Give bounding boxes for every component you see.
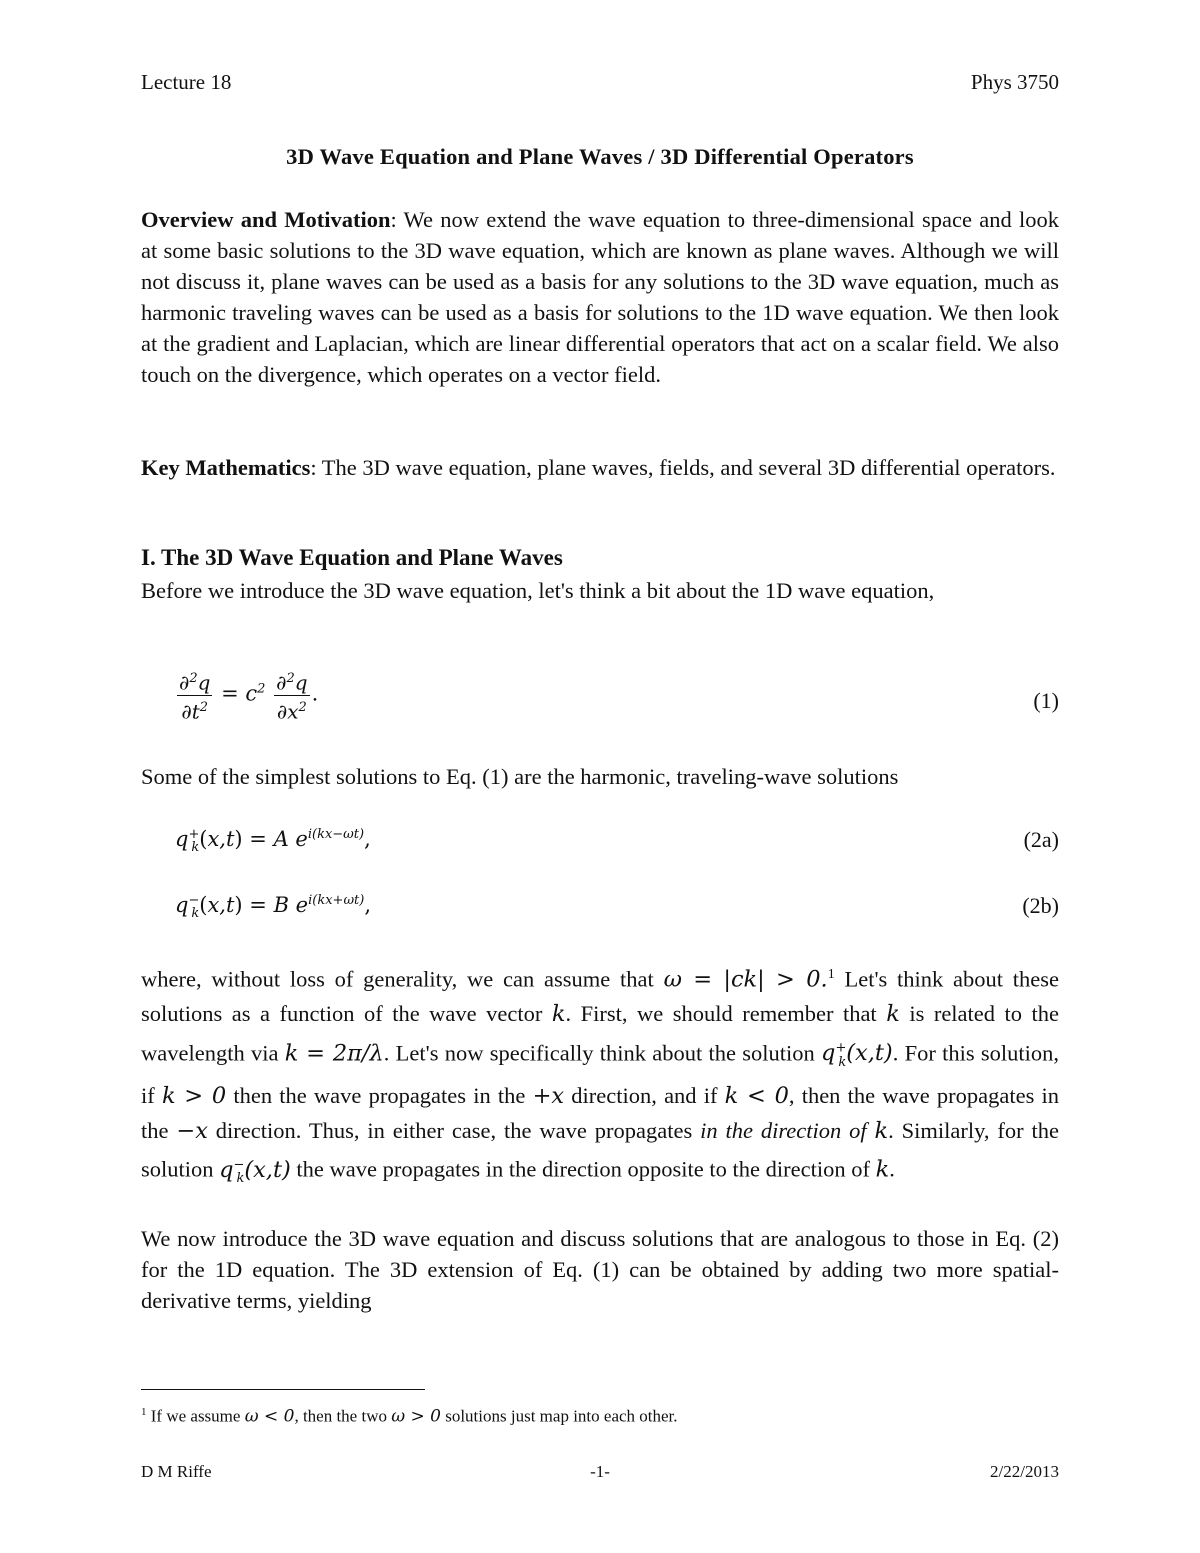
footnote: $^1$ If we assume ω < 0, then the two ω > 0 solutions just map into each other. xyxy=(141,1406,678,1427)
footnote-rule xyxy=(141,1389,425,1390)
footer-author: D M Riffe xyxy=(141,1462,212,1481)
overview-label: Overview and Motivation xyxy=(141,207,391,232)
equation-1-number: (1) xyxy=(1033,688,1059,713)
equation-2a xyxy=(141,827,1059,857)
after-eq1-text: Some of the simplest solutions to Eq. (1) are the harmonic, traveling-wave solutions xyxy=(141,764,899,789)
3d-intro-paragraph: We now introduce the 3D wave equation and discuss solutions that are analogous to those in Eq. (2) for the 1D equation. The 3D extension of Eq. (1) can be obtained by adding two more spatial-derivative terms, yielding xyxy=(141,1226,1059,1313)
equation-1 xyxy=(141,668,1059,728)
equation-2b-number: (2b) xyxy=(1022,893,1059,918)
page-title: 3D Wave Equation and Plane Waves / 3D Differential Operators xyxy=(286,144,914,169)
key-math-label: Key Mathematics xyxy=(141,455,311,480)
section-intro: Before we introduce the 3D wave equation, let's think a bit about the 1D wave equation, xyxy=(141,578,935,603)
header-course: Phys 3750 xyxy=(970,70,1059,94)
equation-2b-body: $q^-_k(x,t) = B$ $e^{i(kx+\omega t)}$, xyxy=(175,893,372,922)
equation-1-body: $\frac{\partial^2q}{\partial t^2}$ = $c^2$ $\frac{\partial^2q}{\partial x^2}$ . xyxy=(175,668,318,722)
footer-date: 2/22/2013 xyxy=(990,1462,1059,1481)
equation-2b xyxy=(141,893,1059,923)
header-lecture: Lecture 18 xyxy=(141,70,232,94)
equation-2a-number: (2a) xyxy=(1023,827,1059,852)
overview-text: : We now extend the wave equation to three-dimensional space and look at some basic solutions to the 3D wave equation, which are known as plane waves. Although we will not discuss it, plane waves can be used as a basis for any solutions to the 3D wave equation, much as harmonic traveling waves can be used as a basis for solutions to the 1D wave equation. We then look at the gradient and Laplacian, which are linear differential operators that act on a scalar field. We also touch on the divergence, which operates on a vector field. xyxy=(141,207,1059,387)
section-heading: I. The 3D Wave Equation and Plane Waves xyxy=(141,545,563,570)
overview-paragraph xyxy=(141,204,1059,390)
key-math-text: : The 3D wave equation, plane waves, fields, and several 3D differential operators. xyxy=(310,455,1056,480)
where-paragraph: where, without loss of generality, we can assume that ω = |ck| > 0.$^1$ Let's think about these solutions as a function of the wave vector k. First, we should remember that k is related to the wavelength via k = 2π/λ. Let's now specifically think about the solution $q^+_k(x,t)$. For this solution, if k > 0 then the wave propagates in the +x direction, and if k < 0, then the wave propagates in the −x direction. Thus, in either case, the wave propagates in the direction of k. Similarly, for the solution $q^-_k(x,t)$ the wave propagates in the direction opposite to the direction of k. xyxy=(141,966,1060,1186)
key-math-paragraph xyxy=(141,452,1059,483)
footer-page-number: -1- xyxy=(590,1462,610,1481)
equation-2a-body: $q^+_k(x,t) = A$ $e^{i(kx-\omega t)}$, xyxy=(175,827,371,856)
